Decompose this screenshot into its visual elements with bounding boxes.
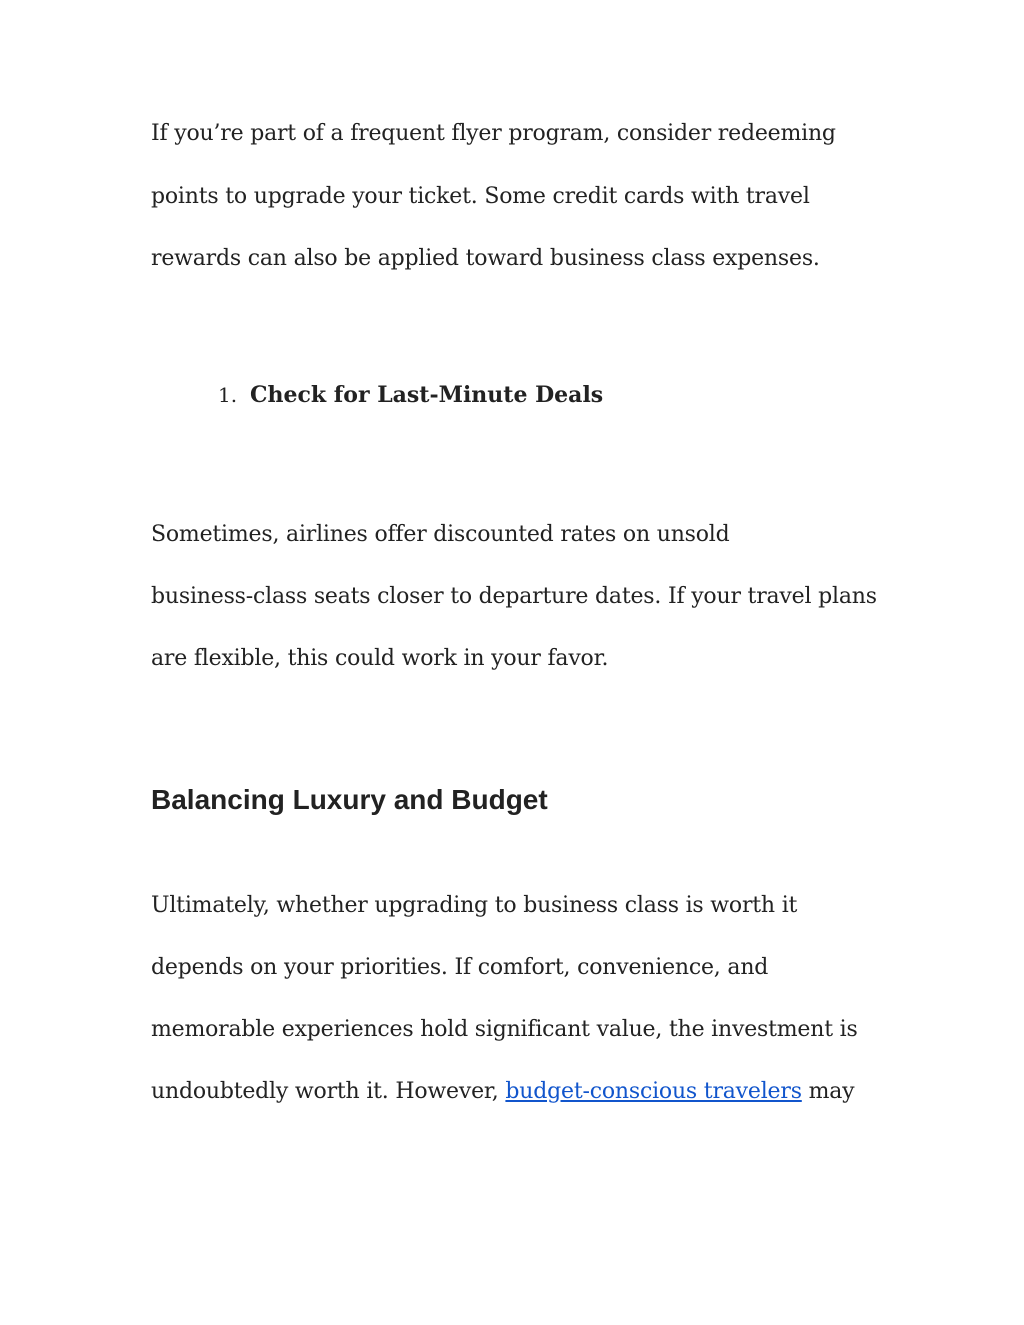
paragraph-line: Ultimately, whether upgrading to business class is worth it (151, 893, 798, 918)
paragraph-line: rewards can also be applied toward business class expenses. (151, 246, 820, 271)
budget-conscious-travelers-link[interactable]: budget-conscious travelers (505, 1079, 802, 1104)
list-item-title: Check for Last-Minute Deals (250, 382, 604, 408)
text-segment: undoubtedly worth it. However, (151, 1079, 506, 1104)
paragraph-line: business-class seats closer to departure dates. If your travel plans (151, 584, 877, 609)
list-number: 1. (218, 383, 238, 407)
paragraph-line: depends on your priorities. If comfort, convenience, and (151, 955, 769, 980)
paragraph-line: memorable experiences hold significant value, the investment is (151, 1017, 858, 1042)
paragraph-line: Sometimes, airlines offer discounted rates on unsold (151, 522, 730, 547)
paragraph-line: If you’re part of a frequent flyer program, consider redeeming (151, 121, 836, 146)
section-heading: Balancing Luxury and Budget (151, 784, 548, 815)
text-segment: may (801, 1079, 855, 1104)
paragraph-line-with-link (151, 1078, 854, 1106)
list-item (218, 381, 603, 411)
paragraph-line: are flexible, this could work in your favor. (151, 646, 609, 671)
paragraph-line: points to upgrade your ticket. Some credit cards with travel (151, 184, 810, 209)
